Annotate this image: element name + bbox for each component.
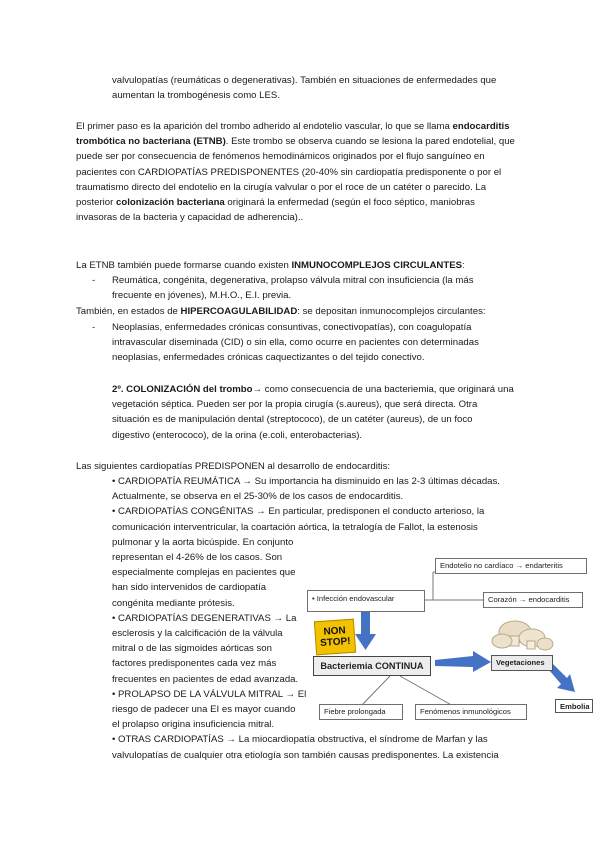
text-line: • CARDIOPATÍAS DEGENERATIVAS → La xyxy=(112,612,297,624)
text-span: La ETNB también puede formarse cuando existen xyxy=(76,260,292,271)
text-line: neoplasias, enfermedades crónicas caquectizantes o del tejido conectivo. xyxy=(112,352,425,364)
paragraph-valvulopatias xyxy=(112,73,496,103)
endotelio-box: Endotelio no cardíaco → endarteritis xyxy=(435,558,587,574)
text-line: han sido intervenidos de cardiopatía xyxy=(112,582,267,594)
vegetaciones-box: Vegetaciones xyxy=(491,655,553,671)
text-line: pacientes con CARDIOPATÍAS PREDISPONENTES (20-40% sin cardiopatía predisponente o por el xyxy=(76,166,502,178)
text-line: esclerosis y la calcificación de la válvula xyxy=(112,628,283,640)
text-line: • CARDIOPATÍAS CONGÉNITAS → En particular, predisponen el conducto arterioso, la xyxy=(112,506,485,518)
text-line: intravascular diseminada (CID) o sin ella, como ocurre en pacientes con determinadas xyxy=(112,337,479,349)
text-line xyxy=(76,119,515,134)
text-line: • CARDIOPATÍA REUMÁTICA → Su importancia ha disminuido en las 2-3 últimas décadas. xyxy=(112,476,500,487)
paragraph-inmunocomplejos xyxy=(76,258,465,273)
paragraph-etnb xyxy=(76,119,515,225)
vegetation-image xyxy=(492,621,553,650)
text-line: mitral o de las sigmoides aórticas son xyxy=(112,643,272,655)
fenomenos-box: Fenómenos inmunológicos xyxy=(415,704,527,720)
text-line: Actualmente, se observa en el 25-30% de los casos de endocarditis. xyxy=(112,491,404,503)
text-span: El primer paso es la aparición del trombo adherido al endotelio vascular, lo que se llama xyxy=(76,121,453,132)
text-line xyxy=(76,195,515,210)
text-span: : se depositan inmunocomplejos circulantes: xyxy=(297,306,486,317)
corazon-box: Corazón → endocarditis xyxy=(483,592,583,608)
infeccion-box: • Infección endovascular xyxy=(307,590,425,612)
bold-term: INMUNOCOMPLEJOS CIRCULANTES xyxy=(291,260,463,271)
text-line: representan el 4-26% de los casos. Son xyxy=(112,552,283,564)
text-line: • OTRAS CARDIOPATÍAS → La miocardiopatía obstructiva, el síndrome de Marfan y las xyxy=(112,734,488,746)
text-line: vegetación séptica. Pueden ser por la propia cirugía (s.aureus), que será directa. Otra xyxy=(112,399,478,411)
bold-term: HIPERCOAGULABILIDAD xyxy=(180,306,298,317)
paragraph-cardiopatias-intro xyxy=(76,459,390,474)
text-line: valvulopatías (reumáticas o degenerativas). También en situaciones de enfermedades que xyxy=(112,75,497,86)
text-line: frecuentes en pacientes de edad avanzada. xyxy=(112,673,299,685)
nonstop-line: NON xyxy=(323,625,347,638)
bacteriemia-box: Bacteriemia CONTINUA xyxy=(313,656,431,676)
text-line: traumatismo directo del endotelio en la cirugía valvular o por el roce de un catéter o parecido. La xyxy=(76,181,487,193)
bold-term: 2º. COLONIZACIÓN del trombo xyxy=(112,384,253,395)
text-line: pulmonar y la aorta bicúspide. En conjunto xyxy=(112,536,294,548)
text-line: el prolapso origina insuficiencia mitral. xyxy=(112,719,275,731)
text-line: Reumática, congénita, degenerativa, prolapso válvula mitral con insuficiencia (la más xyxy=(112,275,474,286)
text-line: digestivo (enterococo), de la orina (e.coli, enterobacterias). xyxy=(112,429,363,441)
text-line: riesgo de padecer una EI es mayor cuando xyxy=(112,704,296,716)
text-line: • PROLAPSO DE LA VÁLVULA MITRAL → El xyxy=(112,688,307,700)
paragraph-hipercoagulabilidad xyxy=(76,304,486,319)
text-span: → como consecuencia de una bacteriemia, que originará una xyxy=(252,384,514,395)
bold-term: colonización bacteriana xyxy=(116,197,225,209)
text-line xyxy=(76,304,486,319)
list-dash: - xyxy=(92,322,96,333)
fiebre-box: Fiebre prolongada xyxy=(319,704,403,720)
endocarditis-diagram xyxy=(305,552,595,722)
text-line: invasoras de la bacteria y capacidad de adherencia).. xyxy=(76,212,304,224)
text-span: : xyxy=(462,260,465,271)
embolia-box: Embolia xyxy=(555,699,593,713)
text-line: valvulopatías de cualquier otra etiología son también causas predisponentes. La existencia xyxy=(112,749,499,761)
nonstop-sign xyxy=(314,619,356,656)
text-span: . Este trombo se observa cuando se lesiona la pared endotelial, que xyxy=(225,136,515,148)
text-line: factores predisponentes cada vez más xyxy=(112,658,277,670)
list-item xyxy=(112,273,474,303)
text-line xyxy=(76,134,515,149)
text-span: También, en estados de xyxy=(76,306,181,317)
connector-line xyxy=(360,676,390,707)
text-line: puede ser por consecuencia de fenómenos hemodinámicos originados por el flujo sanguíneo en xyxy=(76,151,485,163)
text-line: comunicación interventricular, la coartación aórtica, la tetralogía de Fallot, la estenosis xyxy=(112,521,478,533)
bold-term: endocarditis xyxy=(452,121,510,132)
text-line: especialmente complejas en pacientes que xyxy=(112,567,296,579)
text-line xyxy=(112,382,514,397)
text-line: frecuente en jóvenes), M.H.O., E.I. previa. xyxy=(112,290,292,302)
list-dash: - xyxy=(92,275,96,286)
arrow-right xyxy=(435,651,491,672)
text-line xyxy=(76,258,465,273)
text-line: congénita mediante prótesis. xyxy=(112,597,235,609)
text-span: originará la enfermedad (según el foco séptico, maniobras xyxy=(224,197,475,209)
text-line: Neoplasias, enfermedades crónicas consuntivas, conectivopatías), con coagulopatía xyxy=(112,322,472,333)
text-line: Las siguientes cardiopatías PREDISPONEN al desarrollo de endocarditis: xyxy=(76,461,391,472)
text-line: situación es de manipulación dental (streptococo), de un catéter (aureus), de un foco xyxy=(112,414,473,426)
list-item xyxy=(112,320,479,366)
bold-term: trombótica no bacteriana (ETNB) xyxy=(76,136,226,148)
nonstop-line: STOP! xyxy=(319,635,351,650)
paragraph-colonizacion xyxy=(112,382,514,443)
arrow-down-shaft xyxy=(361,608,370,636)
text-span: posterior xyxy=(76,197,116,209)
text-line: aumentan la trombogénesis como LES. xyxy=(112,90,280,102)
arrow-down-head xyxy=(355,634,376,650)
connector-line xyxy=(400,676,455,707)
